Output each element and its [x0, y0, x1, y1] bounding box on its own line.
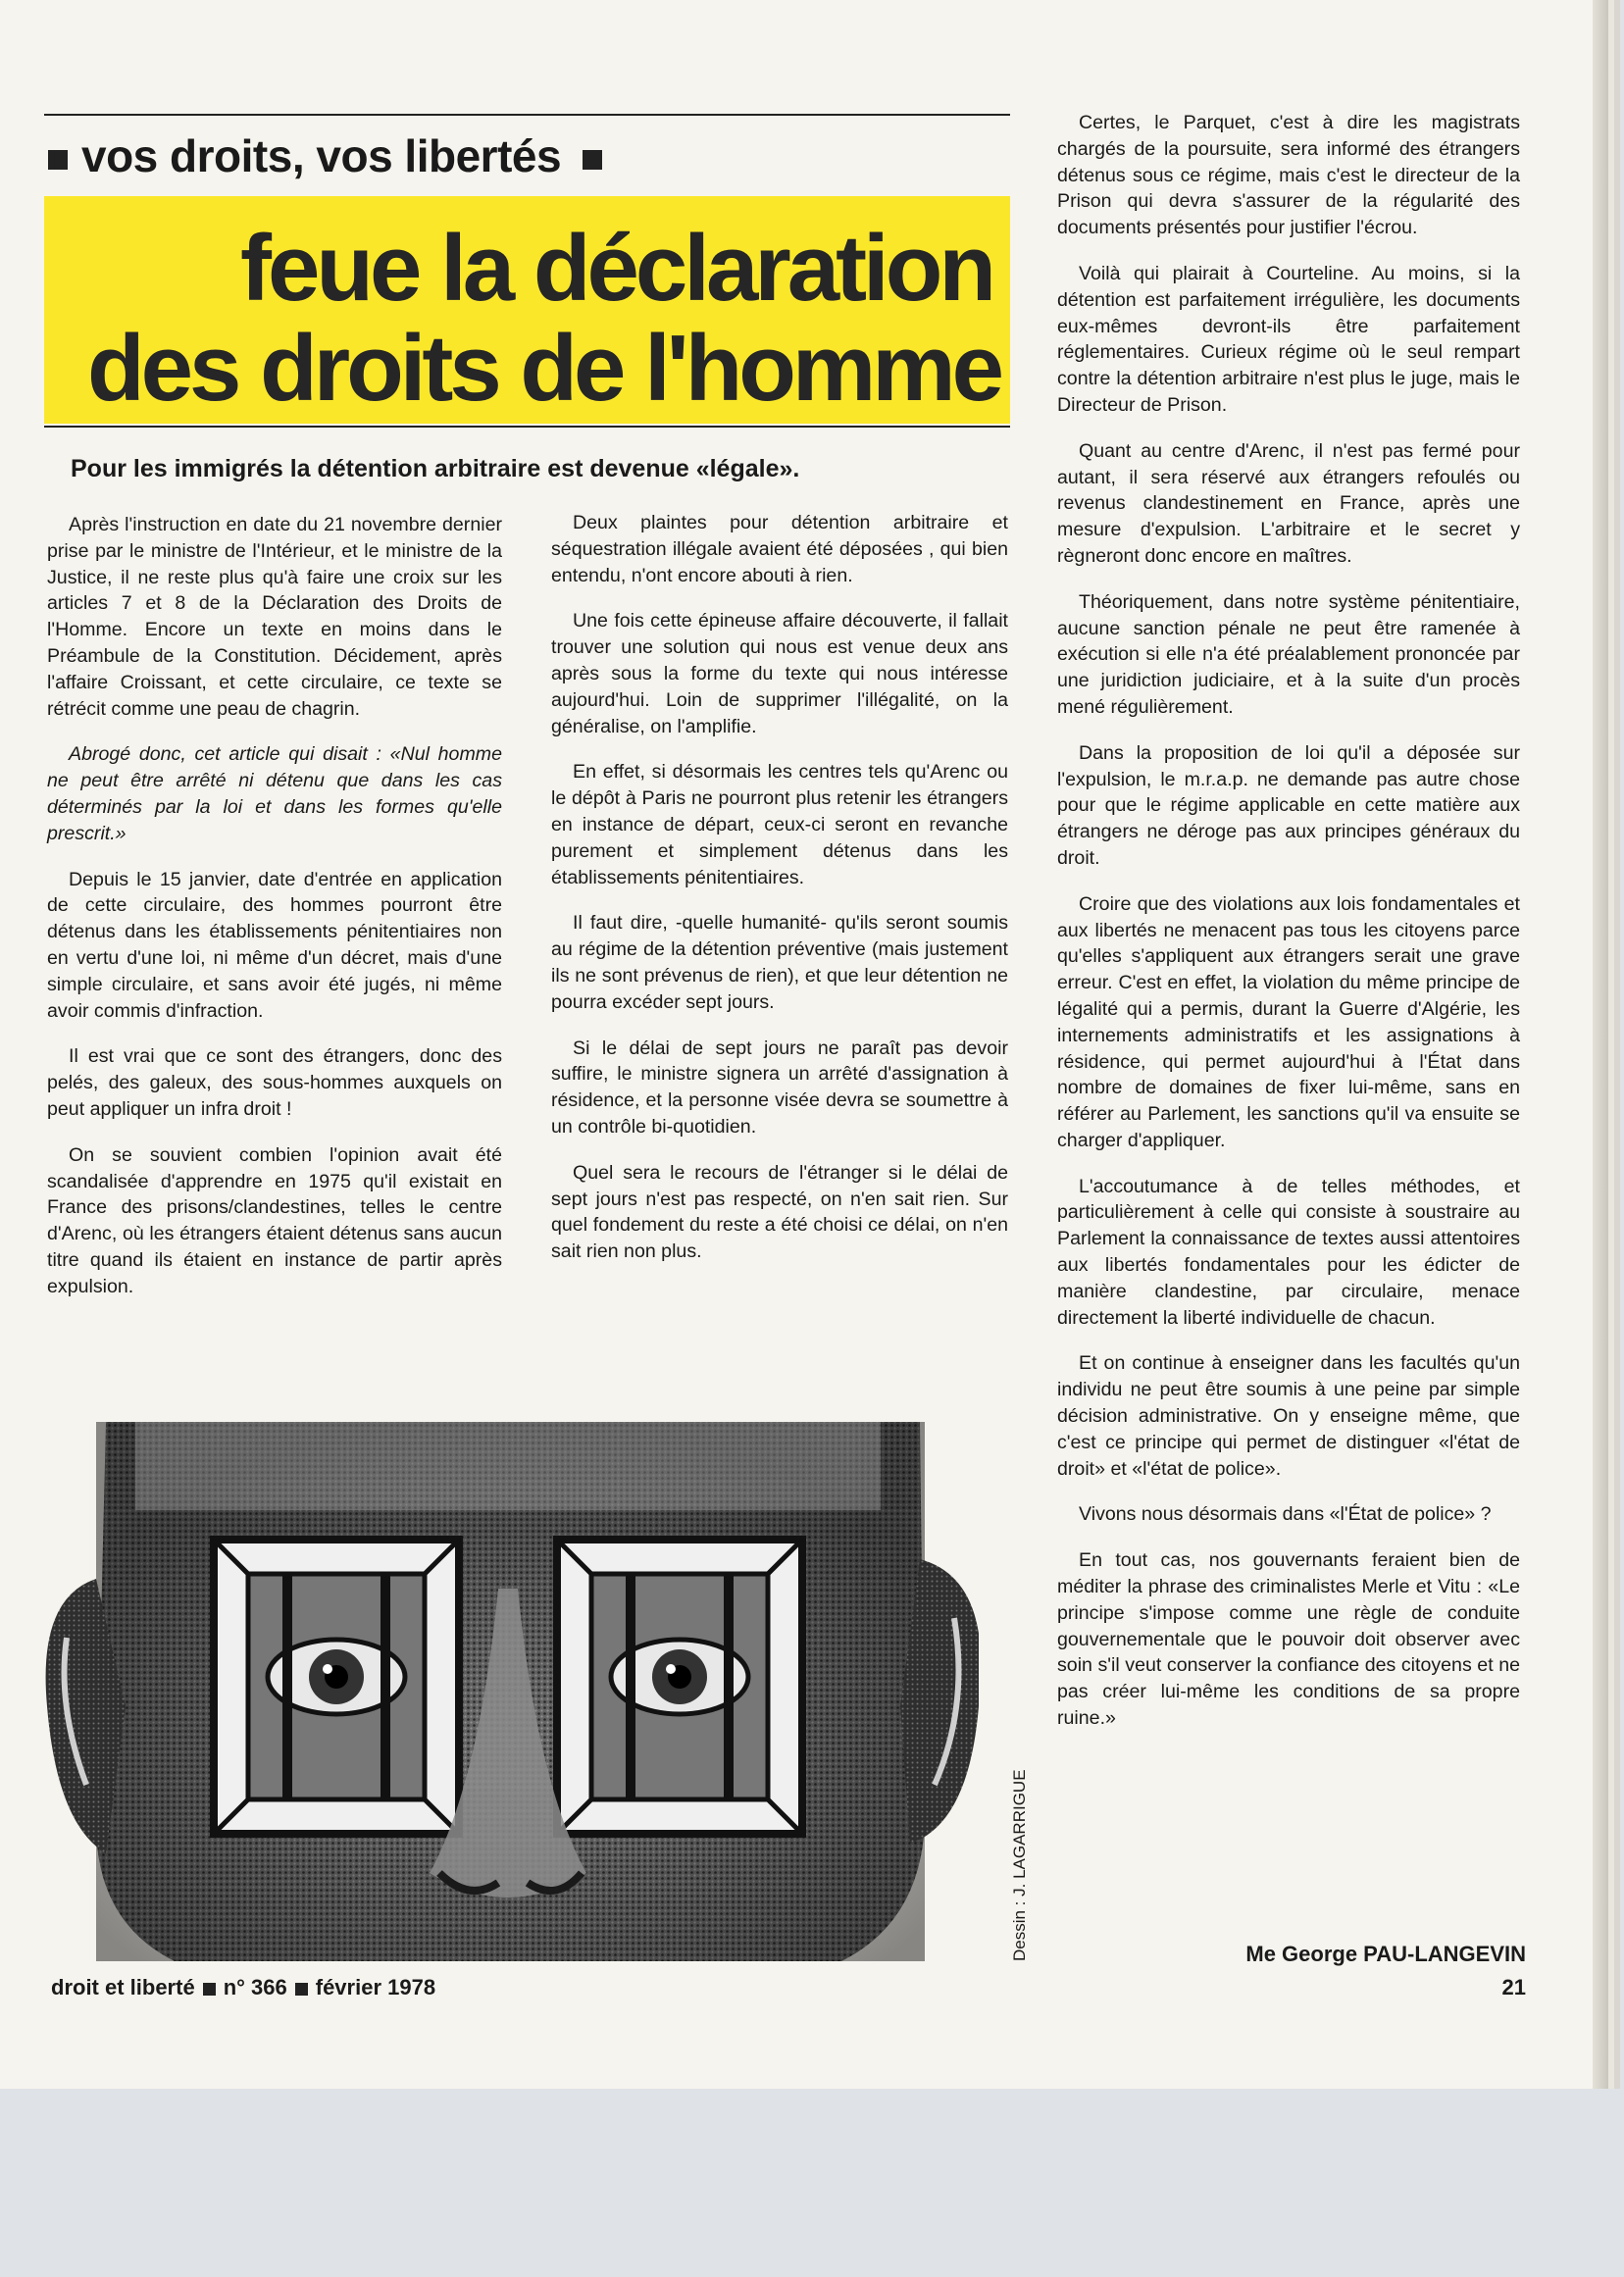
paragraph: Après l'instruction en date du 21 novembre dernier prise par le ministre de l'Intérieur, et le ministre de la Justice, il ne reste plus qu'à faire une croix sur les articles 7 et 8 de la Déclaration des Droits de l'Homme. Encore un texte en moins dans le Préambule de la Constitution. Décidement, après l'affaire Croissant, et cette circulaire, ce texte se rétrécit comme une peau de chagrin.: [47, 514, 502, 720]
bullet-square-icon: [295, 1983, 308, 1996]
paragraph: On se souvient combien l'opinion avait été scandalisée d'apprendre en 1975 qu'il existait en France des prisons/clandestines, telles le centre d'Arenc, où les étrangers étaient détenus sans aucun titre quand ils étaient en instance de partir après expulsion.: [47, 1143, 502, 1297]
author-signature: Me George PAU-LANGEVIN: [1245, 1942, 1526, 1966]
paragraph: En tout cas, nos gouvernants feraient bien de méditer la phrase des criminalistes Merle et Vitu : «Le principe s'impose comme une règle de conduite gouvernementale que le pouvoir doit observer avec soin s'il veut conserver la confiance des citoyens et ne pas créer lui-même les conditions de sa propre ruine.»: [1057, 1549, 1520, 1730]
illustration-credit: [1010, 1746, 1034, 1961]
issue-date: février 1978: [315, 1975, 436, 1999]
paragraph: Si le délai de sept jours ne paraît pas devoir suffire, le ministre signera un arrêté d'assignation à résidence, et la personne visée devra se soumettre à un contrôle bi-quotidien.: [551, 1037, 1008, 1138]
bullet-square-icon: [48, 150, 68, 170]
article-column-1: [47, 512, 502, 1320]
top-rule: [44, 114, 1010, 116]
page-edge: [1593, 0, 1608, 2089]
headline-bottom-rule: [44, 426, 1010, 428]
publication-name: droit et liberté: [51, 1975, 195, 1999]
issue-number: n° 366: [223, 1975, 287, 1999]
section-kicker: [44, 129, 1015, 184]
paragraph: Il est vrai que ce sont des étrangers, donc des pelés, des galeux, des sous-hommes auxquels on peut appliquer un infra droit !: [47, 1045, 502, 1120]
paragraph: Deux plaintes pour détention arbitraire et séquestration illégale avaient été déposées , qui bien entendu, n'ont encore abouti à rien.: [551, 512, 1008, 586]
bullet-square-icon: [203, 1983, 216, 1996]
paragraph: Voilà qui plairait à Courteline. Au moins, si la détention est parfaitement irrégulière, les documents eux-mêmes devront-ils être parfaitement réglementaires. Curieux régime où le seul rempart contre la détention arbitraire n'est plus le juge, mais le Directeur de Prison.: [1057, 262, 1520, 416]
paragraph: Quel sera le recours de l'étranger si le délai de sept jours n'est pas respecté, on n'en sait rien. Sur quel fondement du reste a été choisi ce délai, on n'en sait rien non plus.: [551, 1161, 1008, 1263]
paragraph: L'accoutumance à de telles méthodes, et particulièrement à celle qui consiste à soustraire au Parlement la connaissance de textes aussi attentoires aux libertés fondamentales pour les édicter de manière clandestine, par circulaire, menace directement la liberté individuelle de chacun.: [1057, 1175, 1520, 1329]
headline-line-2: des droits de l'homme: [86, 316, 1000, 421]
paragraph: Une fois cette épineuse affaire découverte, il fallait trouver une solution qui nous est venue deux ans après sous la forme du texte qui nous intéresse aujourd'hui. Loin de supprimer l'illégalité, on la généralise, on l'amplifie.: [551, 610, 1008, 737]
paragraph: Vivons nous désormais dans «l'État de police» ?: [1079, 1503, 1492, 1526]
standfirst: Pour les immigrés la détention arbitraire est devenue «légale».: [71, 455, 800, 482]
paragraph: Théoriquement, dans notre système pénitentiaire, aucune sanction pénale ne peut être ramenée à exécution si elle n'a été préalablement prononcée par une juridiction judiciaire, et à la suite d'un procès mené régulièrement.: [1057, 590, 1520, 718]
paragraph: En effet, si désormais les centres tels qu'Arenc ou le dépôt à Paris ne pourront plus retenir les étrangers en instance de départ, ceux-ci seront en revanche purement et simplement détenus dans les établissements pénitentiaires.: [551, 761, 1008, 888]
article-column-3: [1057, 110, 1520, 1751]
paragraph: Il faut dire, -quelle humanité- qu'ils seront soumis au régime de la détention préventive (mais justement ils ne sont prévenus de rien), et que leur détention ne pourra excéder sept jours.: [551, 912, 1008, 1013]
bullet-square-icon: [583, 150, 602, 170]
paragraph: Et on continue à enseigner dans les facultés qu'un individu ne peut être soumis à une peine par simple décision administrative. On y enseigne même, que c'est ce principe qui permet de distinguer «l'état de droit» et «l'état de police».: [1057, 1352, 1520, 1480]
headline-highlight: [44, 196, 1010, 424]
kicker-text: vos droits, vos libertés: [81, 130, 562, 181]
footer-folio: [51, 1975, 561, 2000]
paragraph: Croire que des violations aux lois fondamentales et aux libertés ne menacent pas tous les citoyens parce qu'elles s'appliquent aux étrangers serait une grave erreur. C'est en effet, la violation du même principe de légalité qui a permis, durant la Guerre d'Algérie, les internements administratifs et les assignations à résidence, qui permet aujourd'hui à l'État dans nombre de domaines de fixer lui-même, sans en référer au Parlement, les sanctions qu'il va ensuite se charger d'appliquer.: [1057, 892, 1520, 1151]
paragraph: Quant au centre d'Arenc, il n'est pas fermé pour autant, il sera réservé aux étrangers refoulés ou revenus clandestinement en France, après une mesure d'expulsion. L'arbitraire et le secret y règneront donc encore en maîtres.: [1057, 439, 1520, 567]
face-prison-eyes-illustration: [37, 1412, 979, 1961]
paragraph: Depuis le 15 janvier, date d'entrée en application de cette circulaire, des hommes pourront être détenus dans les établissements pénitentiaires non en vertu d'une loi, ni même d'un décret, mais d'une simple circulaire, et sans avoir été jugés, ni même avoir commis d'infraction.: [47, 868, 502, 1022]
paragraph: Certes, le Parquet, c'est à dire les magistrats chargés de la poursuite, sera informé des étrangers détenus sous ce régime, mais c'est le directeur de la Prison qui devra s'assurer de la régularité des documents présentés pour justifier l'écrou.: [1057, 112, 1520, 239]
headline-line-1: feue la déclaration: [240, 216, 992, 321]
page-number: 21: [1501, 1975, 1526, 1999]
article-column-2: [551, 510, 1008, 1285]
paragraph: Dans la proposition de loi qu'il a déposée sur l'expulsion, le m.r.a.p. ne demande pas autre chose pour que le régime applicable en cette matière aux étrangers ne déroge pas aux principes généraux du droit.: [1057, 741, 1520, 869]
paragraph: Abrogé donc, cet article qui disait : «Nul homme ne peut être arrêté ni détenu que dans les cas déterminés par la loi et dans les formes qu'elle prescrit.»: [47, 743, 502, 844]
credit-text: Dessin : J. LAGARRIGUE: [1010, 1769, 1029, 1961]
